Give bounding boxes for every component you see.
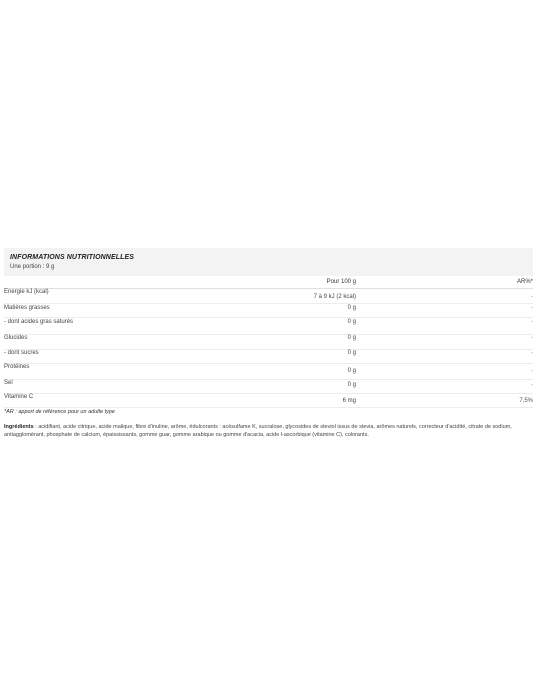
column-per-100g: Pour 100 g (326, 279, 356, 285)
nutrition-row-sugars (4, 349, 533, 364)
row-label: Energie kJ (kcal) (4, 289, 49, 295)
row-value: 0 g (347, 350, 356, 356)
row-label: Matières grasses (4, 305, 50, 311)
row-ar: - (531, 305, 533, 311)
ingredients-list: : acidifiant, acide citrique, acide malique, fibre d'inuline, arôme, édulcorants : acésulfame K, sucralose, glycosides de steviol issus de stevia, arômes naturels, correcteur d'acidité, citrate de sodium, antiagglomérant, phosphate de calcium, épaississants, gomme guar, gomme arabique ou gomme d'acacia, acide l-ascorbique (vitamine C), colorants. (4, 424, 512, 439)
row-ar: - (531, 350, 533, 356)
row-ar: - (531, 335, 533, 341)
column-ar: AR%* (516, 279, 533, 285)
row-value: 0 g (347, 319, 356, 325)
row-ar: - (531, 368, 533, 374)
row-ar: - (531, 319, 533, 325)
row-value: 0 g (347, 335, 356, 341)
nutrition-title: INFORMATIONS NUTRITIONNELLES (10, 254, 134, 261)
row-label: Vitamine C (4, 394, 34, 400)
nutrition-row-salt (4, 379, 533, 394)
row-label: Sel (4, 380, 13, 386)
nutrition-row-energy (4, 288, 533, 304)
row-label: - dont acides gras saturés (4, 319, 74, 325)
row-value: 0 g (347, 305, 356, 311)
nutrition-row-vitamin-c (4, 393, 533, 408)
row-ar: - (531, 294, 533, 300)
row-value: 6 mg (342, 398, 356, 404)
row-value: 0 g (347, 368, 356, 374)
nutrition-header (4, 248, 533, 276)
reference-intake-note: *AR : apport de référence pour un adulte type (4, 409, 115, 415)
row-label: Glucides (4, 335, 28, 341)
nutrition-row-fat (4, 303, 533, 318)
ingredients-text (4, 423, 532, 440)
row-value: 7 à 9 kJ (2 kcal) (313, 294, 356, 300)
ingredients-label: Ingrédients (4, 424, 34, 430)
row-ar: 7,5% (519, 398, 533, 404)
portion-size: Une portion : 9 g (10, 264, 55, 270)
nutrition-row-carbohydrates (4, 334, 533, 350)
nutrition-row-protein (4, 363, 533, 380)
row-label: Protéines (4, 364, 30, 370)
row-ar: - (531, 382, 533, 388)
row-label: - dont sucres (4, 350, 39, 356)
nutrition-row-saturated-fat (4, 317, 533, 335)
row-value: 0 g (347, 382, 356, 388)
